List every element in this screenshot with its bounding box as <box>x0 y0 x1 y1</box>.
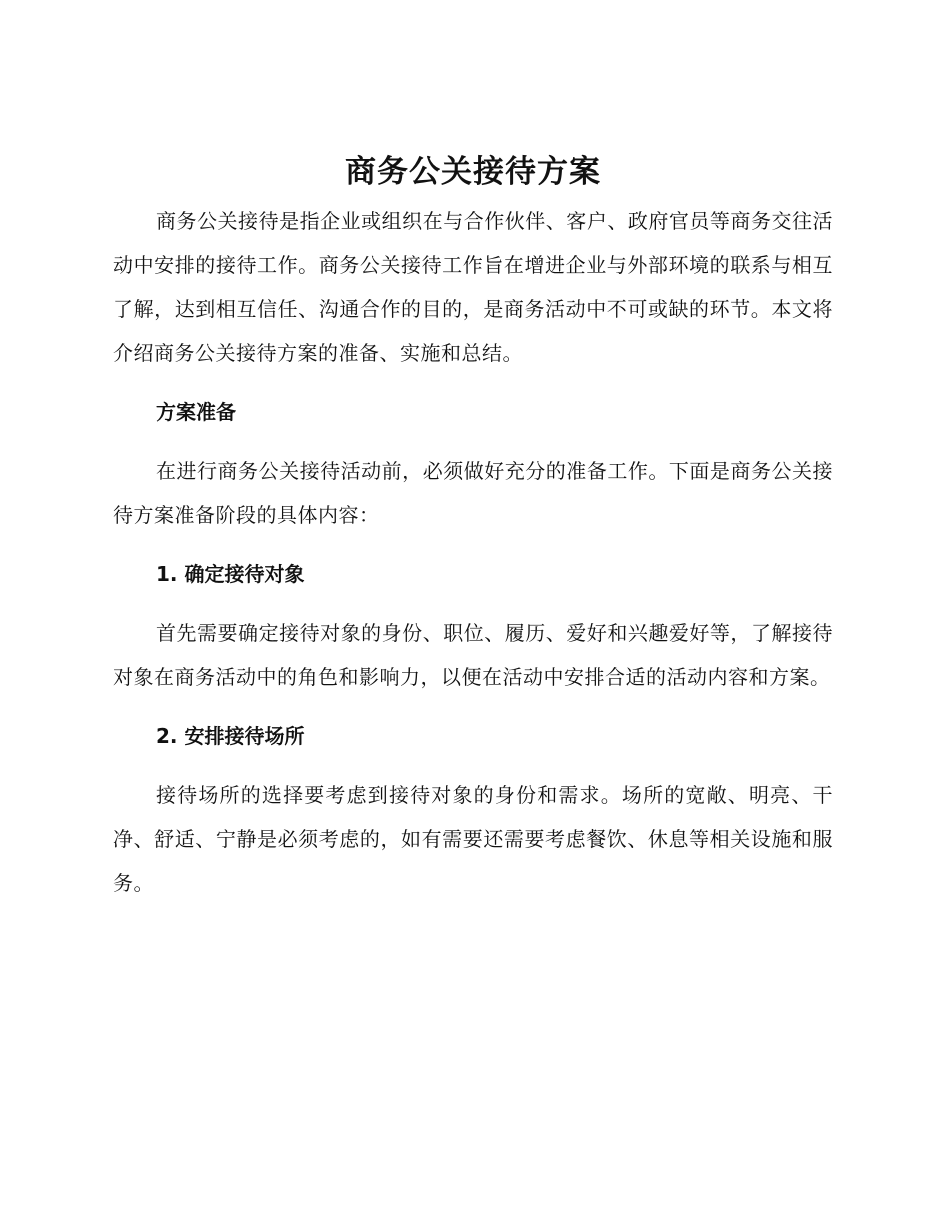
item-heading-determine-guests: 1. 确定接待对象 <box>156 562 305 586</box>
arrange-venue-paragraph: 接待场所的选择要考虑到接待对象的身份和需求。场所的宽敞、明亮、干净、舒适、宁静是必须考虑的，如有需要还需要考虑餐饮、休息等相关设施和服务。 <box>113 783 833 895</box>
section-heading-preparation: 方案准备 <box>156 400 236 424</box>
document-title: 商务公关接待方案 <box>345 154 601 190</box>
item-heading-arrange-venue: 2. 安排接待场所 <box>156 724 305 748</box>
document-page <box>113 150 833 905</box>
preparation-paragraph: 在进行商务公关接待活动前，必须做好充分的准备工作。下面是商务公关接待方案准备阶段的具体内容： <box>113 459 833 527</box>
determine-guests-paragraph: 首先需要确定接待对象的身份、职位、履历、爱好和兴趣爱好等，了解接待对象在商务活动中的角色和影响力，以便在活动中安排合适的活动内容和方案。 <box>113 621 833 689</box>
intro-paragraph: 商务公关接待是指企业或组织在与合作伙伴、客户、政府官员等商务交往活动中安排的接待工作。商务公关接待工作旨在增进企业与外部环境的联系与相互了解，达到相互信任、沟通合作的目的，是商务活动中不可或缺的环节。本文将介绍商务公关接待方案的准备、实施和总结。 <box>113 209 833 365</box>
